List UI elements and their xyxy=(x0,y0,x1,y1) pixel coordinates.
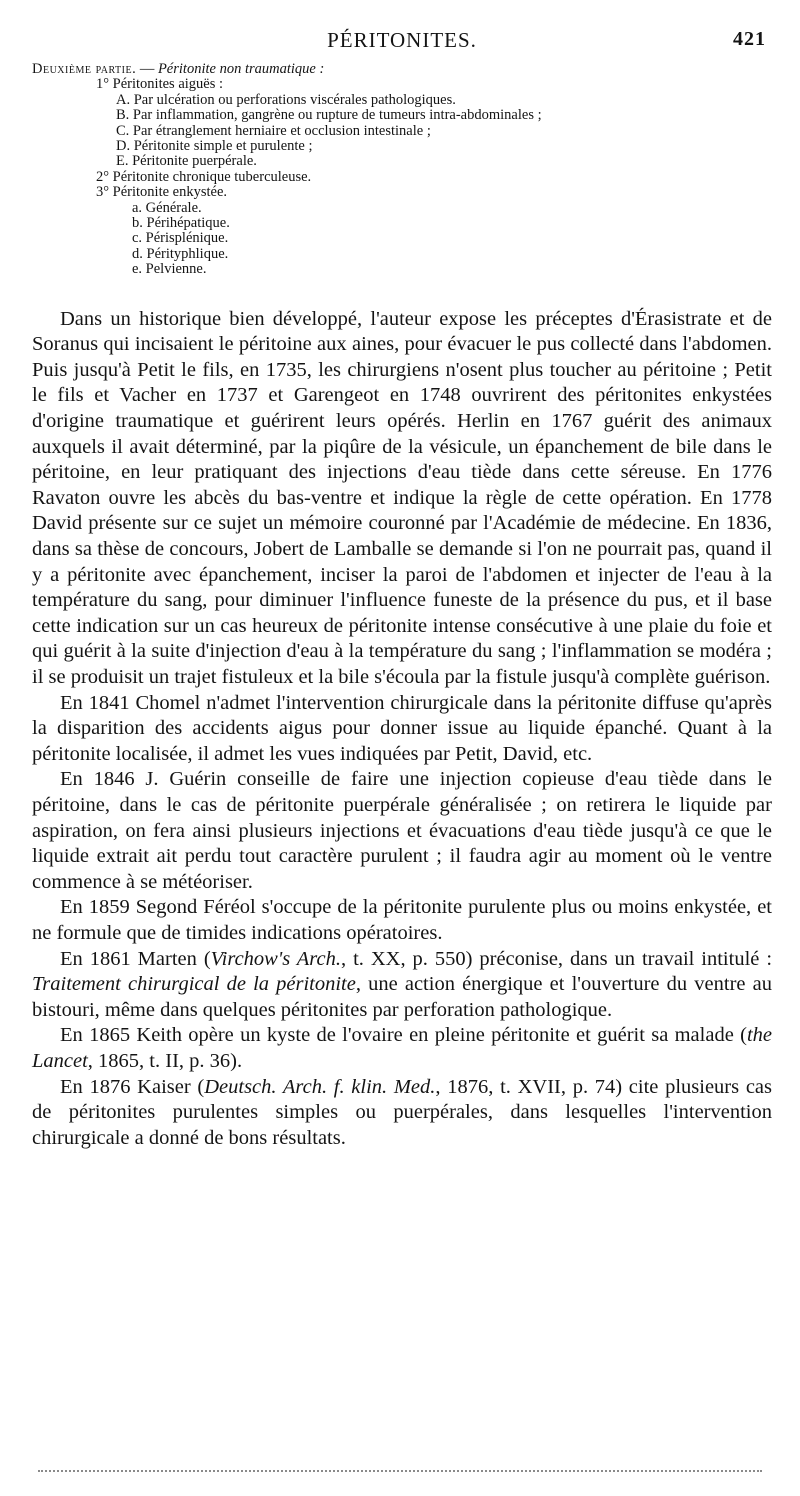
text-run: , 1876, t. XVII, p. 74) cite plusieurs cas de péritonites purulentes simples ou puerpérales, dans lesquelles l'intervention chirurgicale a donné de bons résultats. xyxy=(32,1075,772,1149)
body-text xyxy=(32,307,772,1152)
outline-item: 2° Péritonite chronique tuberculeuse. xyxy=(96,168,312,185)
outline-item: b. Périhépatique. xyxy=(132,215,230,232)
text-run: , 1865, t. II, p. 36). xyxy=(87,1049,243,1072)
outline-item: A. Par ulcération ou perforations viscérales pathologiques. xyxy=(116,91,456,108)
outline-heading-title: Péritonite non traumatique : xyxy=(157,61,325,77)
text-run: En 1846 J. Guérin conseille de faire une injection copieuse d'eau tiède dans le péritoine, dans le cas de péritonite puerpérale généralisée ; on retirera le liquide par aspiration, on fera ainsi plusieurs injections et évacuations d'eau tiède jusqu'à ce que le liquide extrait ait perdu tout caractère purulent ; il faudra agir au moment où le ventre commence à se météoriser. xyxy=(32,768,772,893)
text-run: En 1876 Kaiser ( xyxy=(60,1075,205,1098)
running-head xyxy=(32,28,772,60)
text-run: En 1861 Marten ( xyxy=(60,947,211,970)
outline-dash: — xyxy=(136,61,158,77)
text-run: , t. XX, p. 550) préconise, dans un travail intitulé : xyxy=(341,947,773,970)
page xyxy=(32,28,772,1151)
text-run: , une action énergique et l'ouverture du ventre au bistouri, même dans quelques péritonites par perforation pathologique. xyxy=(32,973,772,1021)
outline-item: e. Pelvienne. xyxy=(132,261,207,278)
outline xyxy=(32,62,772,278)
text-run: En 1865 Keith opère un kyste de l'ovaire en pleine péritonite et guérit sa malade ( xyxy=(60,1024,747,1047)
outline-item: 1° Péritonites aiguës : xyxy=(96,76,224,93)
outline-part-label: Deuxième partie. xyxy=(32,61,137,77)
outline-item: E. Péritonite puerpérale. xyxy=(116,153,257,170)
paragraph xyxy=(32,1023,772,1074)
paragraph xyxy=(32,1075,772,1152)
paragraph xyxy=(32,895,772,946)
outline-item: d. Pérityphlique. xyxy=(132,245,229,262)
running-title: PÉRITONITES. xyxy=(327,28,477,52)
italic-citation: Deutsch. Arch. f. klin. Med. xyxy=(204,1075,436,1098)
paragraph xyxy=(32,767,772,895)
paragraph xyxy=(32,307,772,691)
paragraph xyxy=(32,691,772,768)
bottom-dotted-rule xyxy=(38,1470,762,1472)
italic-citation: the Lancet xyxy=(32,1024,772,1072)
outline-item: a. Générale. xyxy=(132,199,202,216)
outline-item: 3° Péritonite enkystée. xyxy=(96,184,228,201)
outline-item: D. Péritonite simple et purulente ; xyxy=(116,138,313,155)
outline-item: B. Par inflammation, gangrène ou rupture de tumeurs intra-abdominales ; xyxy=(116,107,542,124)
outline-item: C. Par étranglement herniaire et occlusion intestinale ; xyxy=(116,122,431,139)
italic-citation: Traitement chirurgical de la péritonite xyxy=(32,973,356,996)
page-number: 421 xyxy=(733,28,766,50)
outline-item: c. Périsplénique. xyxy=(132,230,229,247)
text-run: En 1841 Chomel n'admet l'intervention chirurgicale dans la péritonite diffuse qu'après la disparition des accidents aigus pour donner issue au liquide épanché. Quant à la péritonite localisée, il admet les vues indiquées par Petit, David, etc. xyxy=(32,691,772,765)
text-run: Dans un historique bien développé, l'auteur expose les préceptes d'Érasistrate et de Soranus qui incisaient le péritoine aux aines, pour évacuer le pus collecté dans l'abdomen. Puis jusqu'à Petit le fils, en 1735, les chirurgiens n'osent plus toucher au péritoine ; Petit le fils et Vacher en 1737 et Garengeot en 1748 ouvrirent des péritonites enkystées d'origine traumatique et guérirent leurs opérés. Herlin en 1767 guérit des animaux auxquels il avait déterminé, par la piqûre de la vésicule, un épanchement de bile dans le péritoine, en leur pratiquant des injections d'eau tiède dans cette séreuse. En 1776 Ravaton ouvre les abcès du bas-ventre et indique la règle de cette opération. En 1778 David présente sur ce sujet un mémoire couronné par l'Académie de médecine. En 1836, dans sa thèse de concours, Jobert de Lamballe se demande si l'on ne pourrait pas, quand il y a péritonite avec épanchement, inciser la paroi de l'abdomen et injecter de l'eau à la température du sang, pour diminuer l'influence funeste de la présence du pus, et il base cette indication sur un cas heureux de péritonite intense consécutive à une plaie du foie et qui guérit à la suite d'injection d'eau à la température du sang ; l'inflammation se modéra ; il se produisit un trajet fistuleux et la bile s'écoula par la fistule jusqu'à complète guérison. xyxy=(32,307,772,688)
outline-heading xyxy=(32,62,772,77)
italic-citation: Virchow's Arch. xyxy=(210,947,341,970)
text-run: En 1859 Segond Féréol s'occupe de la péritonite purulente plus ou moins enkystée, et ne formule que de timides indications opératoires. xyxy=(32,896,772,944)
paragraph xyxy=(32,947,772,1024)
